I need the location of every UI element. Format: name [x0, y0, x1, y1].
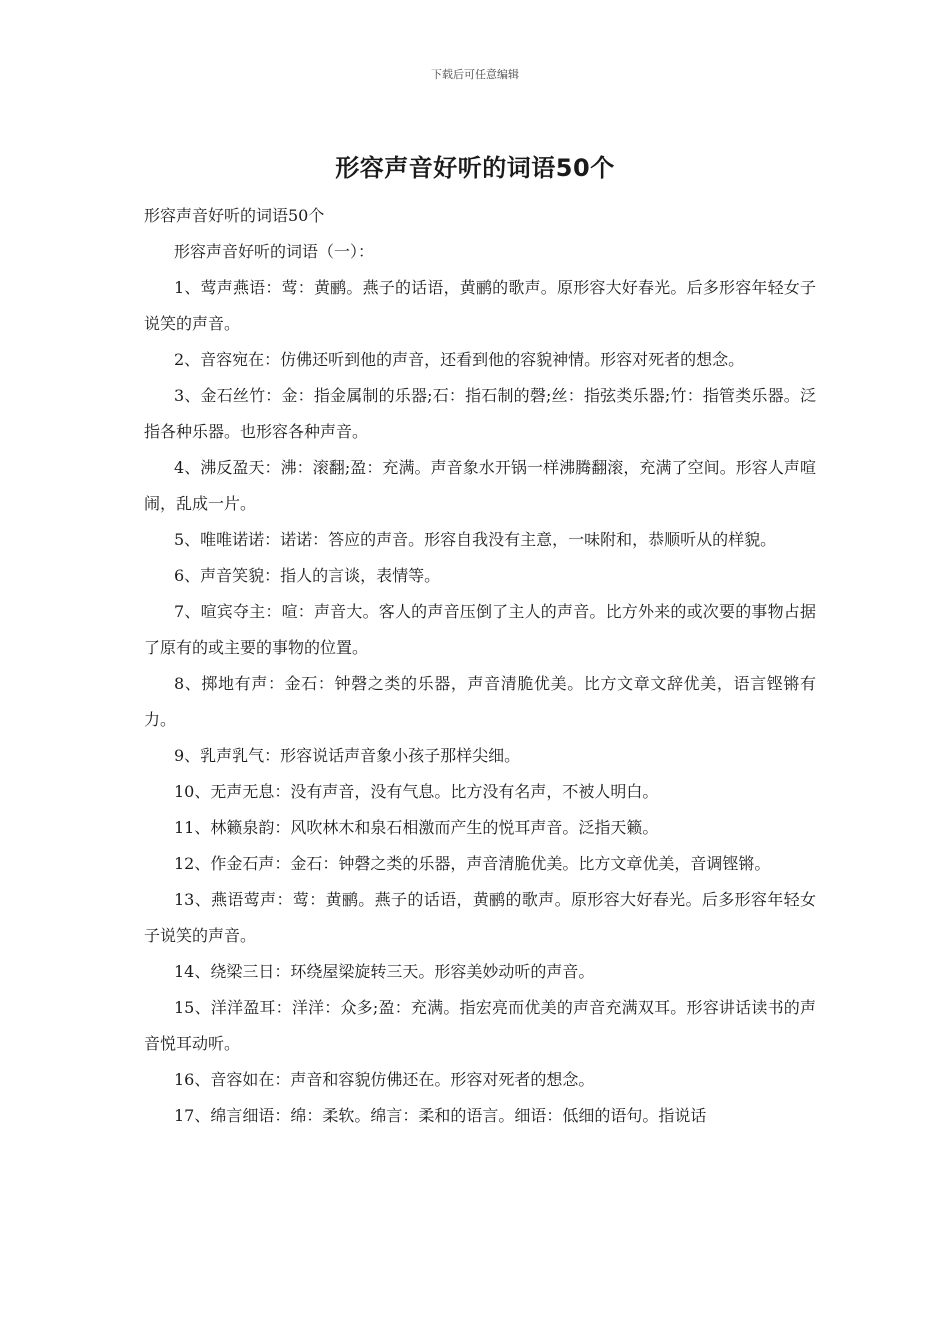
document-body: [144, 198, 816, 1134]
entry-paragraph: 5、唯唯诺诺：诺诺：答应的声音。形容自我没有主意，一味附和，恭顺听从的样貌。: [174, 530, 777, 549]
entry-paragraph: 10、无声无息：没有声音，没有气息。比方没有名声，不被人明白。: [174, 782, 659, 801]
entry-paragraph: 1、莺声燕语：莺：黄鹂。燕子的话语，黄鹂的歌声。原形容大好春光。后多形容年轻女子说笑的声音。: [144, 278, 816, 333]
entry-paragraph: 2、音容宛在：仿佛还听到他的声音，还看到他的容貌神情。形容对死者的想念。: [174, 350, 745, 369]
subtitle-line: 形容声音好听的词语50个: [144, 206, 325, 225]
entry-paragraph: 15、洋洋盈耳：洋洋：众多;盈：充满。指宏亮而优美的声音充满双耳。形容讲话读书的声音悦耳动听。: [144, 998, 816, 1053]
entry-paragraph: 14、绕梁三日：环绕屋梁旋转三天。形容美妙动听的声音。: [174, 962, 595, 981]
entry-paragraph: 13、燕语莺声：莺：黄鹂。燕子的话语，黄鹂的歌声。原形容大好春光。后多形容年轻女子说笑的声音。: [144, 890, 816, 945]
entry-paragraph: 7、喧宾夺主：喧：声音大。客人的声音压倒了主人的声音。比方外来的或次要的事物占据了原有的或主要的事物的位置。: [144, 602, 816, 657]
entry-paragraph: 6、声音笑貌：指人的言谈，表情等。: [174, 566, 441, 585]
page-header-note: 下载后可任意编辑: [431, 68, 519, 81]
entry-paragraph: 12、作金石声：金石：钟磬之类的乐器，声音清脆优美。比方文章优美，音调铿锵。: [174, 854, 771, 873]
entry-paragraph: 11、林籁泉韵：风吹林木和泉石相激而产生的悦耳声音。泛指天籁。: [174, 818, 659, 837]
entry-paragraph: 3、金石丝竹：金：指金属制的乐器;石：指石制的磬;丝：指弦类乐器;竹：指管类乐器。泛指各种乐器。也形容各种声音。: [144, 386, 816, 441]
entry-paragraph: 9、乳声乳气：形容说话声音象小孩子那样尖细。: [174, 746, 521, 765]
entry-paragraph: 16、音容如在：声音和容貌仿佛还在。形容对死者的想念。: [174, 1070, 595, 1089]
document-title: 形容声音好听的词语50个: [335, 154, 615, 182]
entry-paragraph: 8、掷地有声：金石：钟磬之类的乐器，声音清脆优美。比方文章文辞优美，语言铿锵有力。: [144, 674, 816, 729]
section-heading: 形容声音好听的词语（一）：: [174, 242, 375, 261]
entry-paragraph: 17、绵言细语：绵：柔软。绵言：柔和的语言。细语：低细的语句。指说话: [174, 1106, 707, 1125]
entry-paragraph: 4、沸反盈天：沸：滚翻;盈：充满。声音象水开锅一样沸腾翻滚，充满了空间。形容人声喧闹，乱成一片。: [144, 458, 816, 513]
